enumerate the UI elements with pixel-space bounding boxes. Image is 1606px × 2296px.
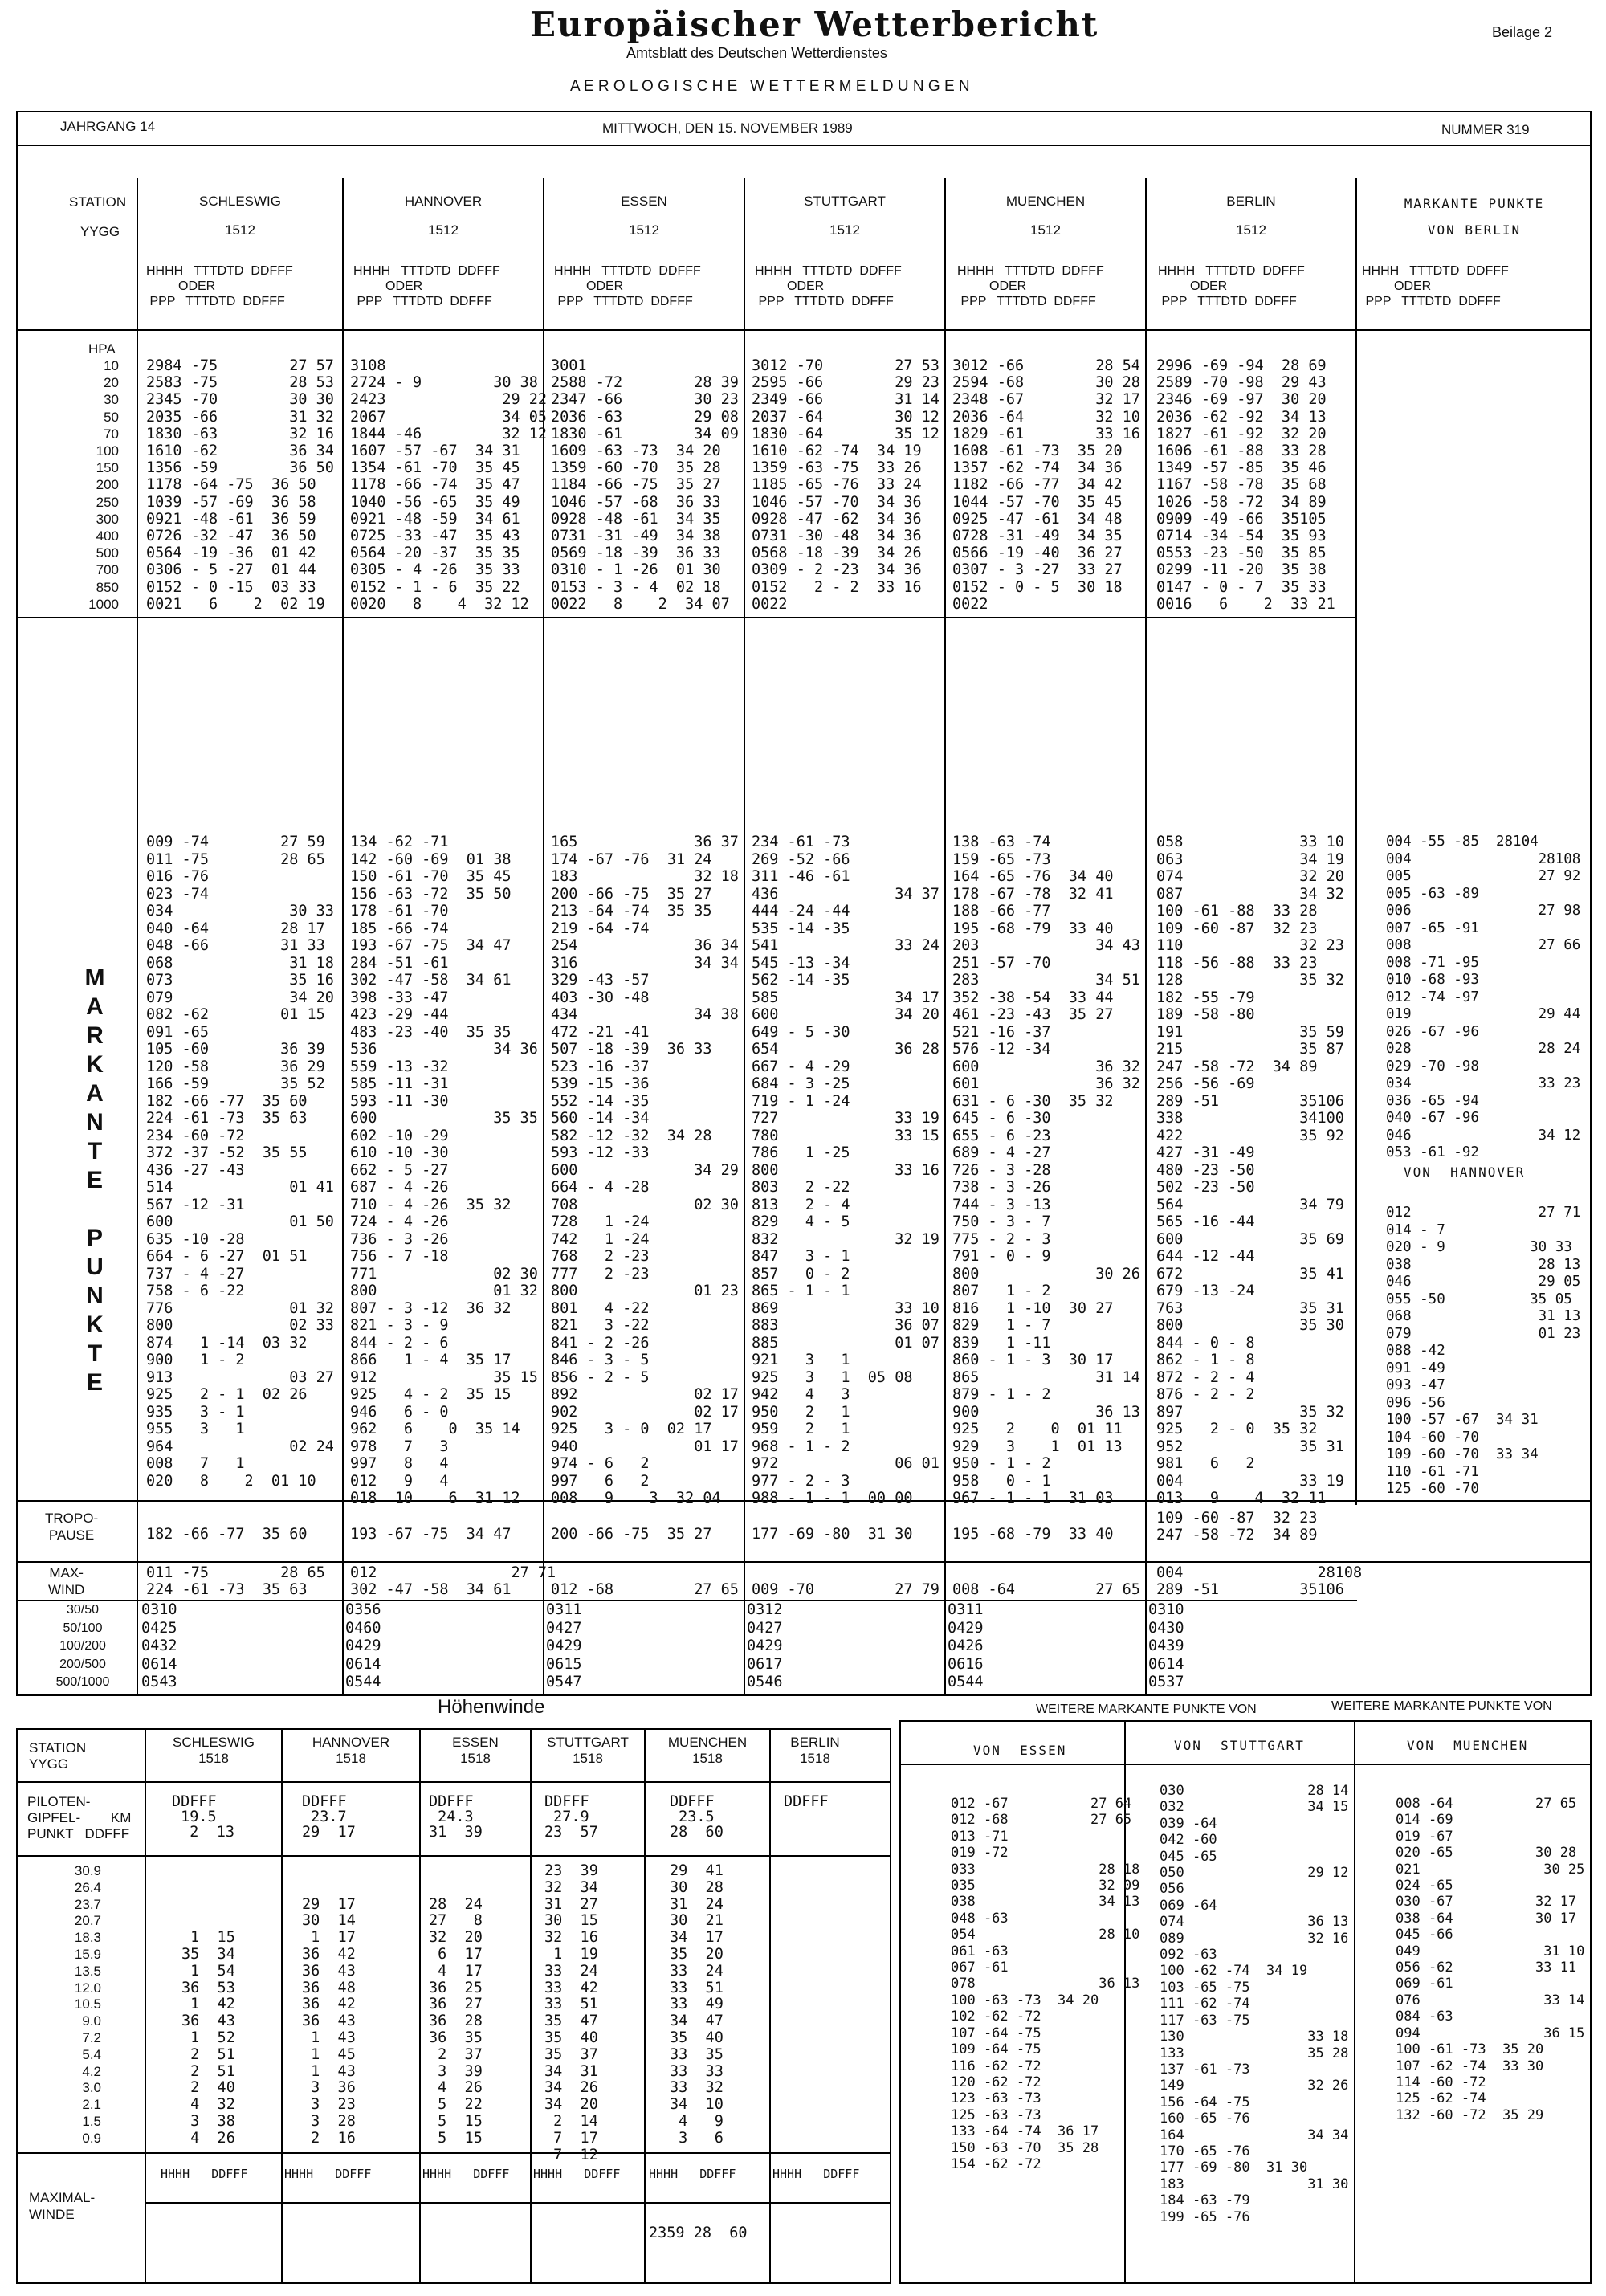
colhead-berlin: HHHH TTTDTD DDFFF ODER PPP TTTDTD DDFFF xyxy=(1158,264,1305,308)
hw-yygg-label: YYGG xyxy=(29,1756,69,1772)
maxwind-schleswig: 011 -75 28 65 224 -61 -73 35 63 xyxy=(146,1564,325,1599)
markante-letter: N xyxy=(86,1283,104,1309)
station-header-berlin: BERLIN 1512 xyxy=(1226,194,1276,238)
thick-schleswig: 0310 0425 0432 0614 0543 xyxy=(141,1601,177,1690)
essen-markante-list: 012 -67 27 64 012 -68 27 65 013 -71 019 -72 033 28 18 035 32 09 038 34 13 048 -63 054 28 10 061 -63 067 -61 078 36 13 100 -63 -73 34 20 102 -62 -72 107 -64 -75 109 -64 -75 116 -62 -72 120 -62 -72 123 -63 -73 125 -63 -73 133 -64 -74 36 17 150 -63 -70 35 28 154 -62 -72 xyxy=(951,1796,1140,2172)
yygg-label: YYGG xyxy=(80,224,120,239)
pilot-stuttgart: DDFFF 27.9 23 57 xyxy=(544,1793,598,1841)
hw-station-stuttgart: STUTTGART 1518 xyxy=(547,1735,629,1766)
wind-schleswig: 1 15 35 34 1 54 36 53 1 42 36 43 1 52 2 51 2 51 2 40 4 32 3 38 4 26 xyxy=(181,1929,235,2147)
pilot-essen: DDFFF 24.3 31 39 xyxy=(429,1793,483,1841)
station-header-schleswig: SCHLESWIG 1512 xyxy=(198,194,282,238)
tropo-schleswig: 182 -66 -77 35 60 xyxy=(146,1526,308,1543)
beilage-label: Beilage 2 xyxy=(1492,24,1553,40)
std-data-muenchen: 3012 -66 28 54 2594 -68 30 28 2348 -67 32 17 2036 -64 32 10 1829 -61 33 16 1608 -61 -73 35 20 1357 -62 -74 34 36 1182 -66 -77 34 42 1044 -57 -70 35 45 0925 -47 -61 34 48 0728 -31 -49 34 35 0566 -19 -40 36 27 0307 - 3 -27 33 27 0152 - 0 - 5 30 18 0022 xyxy=(952,357,1140,613)
colhead-stuttgart: HHHH TTTDTD DDFFF ODER PPP TTTDTD DDFFF xyxy=(755,264,902,308)
station-label: STATION xyxy=(69,194,127,210)
weitere-label-1: WEITERE MARKANTE PUNKTE VON xyxy=(1036,1703,1257,1716)
markante-letter: E xyxy=(86,1167,103,1193)
tropo-hannover: 193 -67 -75 34 47 xyxy=(350,1526,512,1543)
thickness-labels: 30/50 50/100 100/200 200/500 500/1000 xyxy=(55,1603,110,1689)
markante-letter: E xyxy=(86,1369,103,1396)
tropo-stuttgart: 177 -69 -80 31 30 xyxy=(752,1526,913,1543)
maxwind-hannover: 012 27 71 302 -47 -58 34 61 xyxy=(350,1564,556,1599)
std-data-berlin: 2996 -69 -94 28 69 2589 -70 -98 29 43 2346 -69 -97 30 20 2036 -62 -92 34 13 1827 -61 -92 32 20 1606 -61 -88 33 28 1349 -57 -85 35 46 1167 -58 -78 35 68 1026 -58 -72 34 89 0909 -49 -66 35105 0714 -34 -54 35 93 0553 -23 -50 35 85 0299 -11 -20 35 38 0147 - 0 - 7 35 33 0016 6 2 33 21 xyxy=(1156,357,1335,613)
markante-letter: K xyxy=(86,1311,104,1338)
maxwind-berlin: 004 28108 289 -51 35106 xyxy=(1156,1564,1363,1599)
sig-data-stuttgart: 234 -61 -73 269 -52 -66 311 -46 -61 436 34 37 444 -24 -44 535 -14 -35 541 33 24 545 -13 -34 562 -14 -35 585 34 17 600 34 20 649 - 5 -30 654 36 28 667 - 4 -29 684 - 3 -25 719 - 1 -24 727 33 19 780 33 15 786 1 -25 800 33 16 803 2 -22 813 2 - 4 829 4 - 5 832 32 19 847 3 - 1 857 0 - 2 865 - 1 - 1 869 33 10 883 36 07 885 01 07 921 3 1 925 3 1 05 08 942 4 3 950 2 1 959 2 1 968 - 1 - 2 972 06 01 977 - 2 - 3 988 - 1 - 1 00 00 xyxy=(752,834,940,1507)
maxwind-essen: 012 -68 27 65 xyxy=(551,1581,739,1599)
tropo-essen: 200 -66 -75 35 27 xyxy=(551,1526,712,1543)
muenchen-markante-list: 008 -64 27 65 014 -69 019 -67 020 -65 30 28 021 30 25 024 -65 030 -67 32 17 038 -64 30 17 045 -66 049 31 10 056 -62 33 11 069 -61 076 33 14 084 -63 094 36 15 100 -61 -73 35 20 107 -62 -74 33 30 114 -60 -72 125 -62 -74 132 -60 -72 35 29 xyxy=(1396,1796,1585,2123)
thick-stuttgart: 0312 0427 0429 0617 0546 xyxy=(747,1601,783,1690)
hpa-levels: 10 20 30 50 70 100 150 200 250 300 400 500 700 850 1000 xyxy=(88,358,119,612)
sig-data-muenchen: 138 -63 -74 159 -65 -73 164 -65 -76 34 40 178 -67 -78 32 41 188 -66 -77 195 -68 -79 33 40 203 34 43 251 -57 -70 283 34 51 352 -38 -54 33 44 461 -23 -43 35 27 521 -16 -37 576 -12 -34 600 36 32 601 36 32 631 - 6 -30 35 32 645 - 6 -30 655 - 6 -23 689 - 4 -27 726 - 3 -28 738 - 3 -26 744 - 3 -13 750 - 3 - 7 775 - 2 - 3 791 - 0 - 9 800 30 26 807 1 - 2 816 1 -10 30 27 829 1 - 7 839 1 -11 860 - 1 - 3 30 17 865 31 14 879 - 1 - 2 900 36 13 925 2 0 01 11 929 3 1 01 13 950 - 1 - 2 958 0 - 1 967 - 1 - 1 31 03 xyxy=(952,834,1140,1507)
colhead-schleswig: HHHH TTTDTD DDFFF ODER PPP TTTDTD DDFFF xyxy=(146,264,293,308)
pilot-berlin: DDFFF xyxy=(784,1793,829,1810)
hw-station-berlin: BERLIN 1518 xyxy=(790,1735,840,1766)
sig-data-schleswig: 009 -74 27 59 011 -75 28 65 016 -76 023 -74 034 30 33 040 -64 28 17 048 -66 31 33 068 31 18 073 35 16 079 34 20 082 -62 01 15 091 -65 105 -60 36 39 120 -58 36 29 166 -59 35 52 182 -66 -77 35 60 224 -61 -73 35 63 234 -60 -72 372 -37 -52 35 55 436 -27 -43 514 01 41 567 -12 -31 600 01 50 635 -10 -28 664 - 6 -27 01 51 737 - 4 -27 758 - 6 -22 776 01 32 800 02 33 874 1 -14 03 32 900 1 - 2 913 03 27 925 2 - 1 02 26 935 3 - 1 955 3 1 964 02 24 008 7 1 020 8 2 01 10 xyxy=(146,834,334,1490)
wind-hannover: 29 17 30 14 1 17 36 42 36 43 36 48 36 42 36 43 1 43 1 45 1 43 3 36 3 23 3 28 2 16 xyxy=(302,1895,356,2147)
maxwind-head-hannover: HHHH DDFFF xyxy=(284,2167,372,2181)
km-levels: 30.9 26.4 23.7 20.7 18.3 15.9 13.5 12.0 10.5 9.0 7.2 5.4 4.2 3.0 2.1 1.5 0.9 xyxy=(74,1863,101,2146)
nummer: NUMMER 319 xyxy=(1441,122,1530,137)
pilot-schleswig: DDFFF 19.5 2 13 xyxy=(172,1793,234,1841)
von-muenchen-label: VON MUENCHEN xyxy=(1407,1738,1529,1753)
colhead-essen: HHHH TTTDTD DDFFF ODER PPP TTTDTD DDFFF xyxy=(554,264,701,308)
tropo-label: TROPO- PAUSE xyxy=(45,1511,99,1543)
maxwind-head-stuttgart: HHHH DDFFF xyxy=(533,2167,621,2181)
maxwind-label: MAX- WIND xyxy=(48,1565,85,1597)
markante-letter: A xyxy=(86,993,104,1020)
maxwind-muenchen: 008 -64 27 65 xyxy=(952,1581,1140,1599)
thick-hannover: 0356 0460 0429 0614 0544 xyxy=(345,1601,381,1690)
wind-muenchen: 29 41 30 28 31 24 30 21 34 17 35 20 33 24 33 51 33 49 34 47 35 40 33 35 33 33 33 32 34 10 4 9 3 6 xyxy=(670,1862,724,2147)
markante-letter: K xyxy=(86,1051,104,1078)
thick-berlin: 0310 0430 0439 0614 0537 xyxy=(1148,1601,1184,1690)
hw-station-label: STATION xyxy=(29,1740,87,1756)
wind-stuttgart: 23 39 32 34 31 27 30 15 32 16 1 19 33 24 33 42 33 51 35 47 35 40 35 37 34 31 34 26 34 20 2 14 7 17 7 12 xyxy=(544,1862,598,2163)
station-header-essen: ESSEN 1512 xyxy=(621,194,667,238)
maximal-winde-label: MAXIMAL- WINDE xyxy=(29,2190,96,2222)
station-header-stuttgart: STUTTGART 1512 xyxy=(804,194,886,238)
colhead-hannover: HHHH TTTDTD DDFFF ODER PPP TTTDTD DDFFF xyxy=(353,264,500,308)
std-data-schleswig: 2984 -75 27 57 2583 -75 28 53 2345 -70 30 30 2035 -66 31 32 1830 -63 32 16 1610 -62 36 34 1356 -59 36 50 1178 -64 -75 36 50 1039 -57 -69 36 58 0921 -48 -61 36 59 0726 -32 -47 36 50 0564 -19 -36 01 42 0306 - 5 -27 01 44 0152 - 0 -15 03 33 0021 6 2 02 19 xyxy=(146,357,334,613)
hw-station-schleswig: SCHLESWIG 1518 xyxy=(172,1735,255,1766)
pilot-label: PILOTEN- GIPFEL- KM PUNKT DDFFF xyxy=(27,1794,132,1841)
hw-station-essen: ESSEN 1518 xyxy=(452,1735,499,1766)
markante-letter: R xyxy=(86,1022,104,1049)
stuttgart-markante-list: 030 28 14 032 34 15 039 -64 042 -60 045 -65 050 29 12 056 069 -64 074 36 13 089 32 16 092 -63 100 -62 -74 34 19 103 -65 -75 111 -62 -74 117 -63 -75 130 33 18 133 35 28 137 -61 -73 149 32 26 156 -64 -75 160 -65 -76 164 34 34 170 -65 -76 177 -69 -80 31 30 183 31 30 184 -63 -79 199 -65 -76 xyxy=(1160,1783,1349,2225)
hannover-markante-list: 012 27 71 014 - 7 020 - 9 30 33 038 28 13 046 29 05 055 -50 35 05 068 31 13 079 01 23 088 -42 091 -49 093 -47 096 -56 100 -57 -67 34 31 104 -60 -70 109 -60 -70 33 34 110 -61 -71 125 -60 -70 xyxy=(1386,1205,1581,1497)
page-subtitle: Amtsblatt des Deutschen Wetterdienstes xyxy=(626,45,887,61)
pilot-hannover: DDFFF 23.7 29 17 xyxy=(302,1793,356,1841)
markante-letter xyxy=(79,1195,111,1224)
sig-data-hannover: 134 -62 -71 142 -60 -69 01 38 150 -61 -70 35 45 156 -63 -72 35 50 178 -61 -70 185 -66 -74 193 -67 -75 34 47 284 -51 -61 302 -47 -58 34 61 398 -33 -47 423 -29 -44 483 -23 -40 35 35 536 34 36 559 -13 -32 585 -11 -31 593 -11 -30 600 35 35 602 -10 -29 610 -10 -30 662 - 5 -27 687 - 4 -26 710 - 4 -26 35 32 724 - 4 -26 736 - 3 -26 756 - 7 -18 771 02 30 800 01 32 807 - 3 -12 36 32 821 - 3 - 9 844 - 2 - 6 866 1 - 4 35 17 912 35 15 925 4 - 2 35 15 946 6 - 0 962 6 0 35 14 978 7 3 997 8 4 012 9 4 018 10 6 31 12 xyxy=(350,834,538,1507)
markante-letter: N xyxy=(86,1109,104,1136)
page-title: Europäischer Wetterbericht xyxy=(530,5,1099,44)
von-essen-label: VON ESSEN xyxy=(973,1743,1067,1758)
pilot-muenchen: DDFFF 23.5 28 60 xyxy=(670,1793,724,1841)
std-data-essen: 3001 2588 -72 28 39 2347 -66 30 23 2036 -63 29 08 1830 -61 34 09 1609 -63 -73 34 20 1359 -60 -70 35 28 1184 -66 -75 35 27 1046 -57 -68 36 33 0928 -48 -61 34 35 0731 -31 -49 34 38 0569 -18 -39 36 33 0310 - 1 -26 01 30 0153 - 3 - 4 02 18 0022 8 2 34 07 xyxy=(551,357,739,613)
hoehenwinde-title: Höhenwinde xyxy=(438,1696,545,1718)
station-header-muenchen: MUENCHEN 1512 xyxy=(1005,194,1086,238)
weitere-label-2: WEITERE MARKANTE PUNKTE VON xyxy=(1331,1699,1552,1713)
sig-data-berlin: 058 33 10 063 34 19 074 32 20 087 34 32 100 -61 -88 33 28 109 -60 -87 32 23 110 32 23 118 -56 -88 33 23 128 35 32 182 -55 -79 189 -58 -80 191 35 59 215 35 87 247 -58 -72 34 89 256 -56 -69 289 -51 35106 338 34100 422 35 92 427 -31 -49 480 -23 -50 502 -23 -50 564 34 79 565 -16 -44 600 35 69 644 -12 -44 672 35 41 679 -13 -24 763 35 31 800 35 30 844 - 0 - 8 862 - 1 - 8 872 - 2 - 4 876 - 2 - 2 897 35 32 925 2 - 0 35 32 952 35 31 981 6 2 004 33 19 013 9 4 32 11 xyxy=(1156,834,1344,1507)
section-title: A E R O L O G I S C H E W E T T E R M E L D U N G E N xyxy=(570,78,970,95)
markante-letter: T xyxy=(87,1138,103,1164)
berlin-markante-list: 004 -55 -85 28104 004 28108 005 27 92 005 -63 -89 006 27 98 007 -65 -91 008 27 66 008 -71 -95 010 -68 -93 012 -74 -97 019 29 44 026 -67 -96 028 28 24 029 -70 -98 034 33 23 036 -65 -94 040 -67 -96 046 34 12 053 -61 -92 xyxy=(1386,834,1581,1160)
maxwind-stuttgart: 009 -70 27 79 xyxy=(752,1581,940,1599)
markante-letter: M xyxy=(84,964,105,991)
hw-station-muenchen: MUENCHEN 1518 xyxy=(667,1735,748,1766)
maxwind-head-essen: HHHH DDFFF xyxy=(422,2167,510,2181)
von-hannover-label: VON HANNOVER xyxy=(1404,1164,1526,1180)
wind-essen: 28 24 27 8 32 20 6 17 4 17 36 25 36 27 36 28 36 35 2 37 3 39 4 26 5 22 5 15 5 15 xyxy=(429,1895,483,2147)
markante-letter: U xyxy=(86,1254,104,1280)
tropo-berlin: 109 -60 -87 32 23 247 -58 -72 34 89 xyxy=(1156,1510,1318,1544)
maxwind-head-berlin: HHHH DDFFF xyxy=(772,2167,860,2181)
markante-letter: P xyxy=(86,1225,103,1251)
maxwind-head-schleswig: HHHH DDFFF xyxy=(161,2167,248,2181)
markante-letter: A xyxy=(86,1080,104,1107)
thick-essen: 0311 0427 0429 0615 0547 xyxy=(546,1601,582,1690)
jahrgang: JAHRGANG 14 xyxy=(60,119,156,134)
colhead-markante: HHHH TTTDTD DDFFF ODER PPP TTTDTD DDFFF xyxy=(1362,264,1509,308)
maxwind-muenchen-value: 2359 28 60 xyxy=(649,2225,748,2241)
colhead-muenchen: HHHH TTTDTD DDFFF ODER PPP TTTDTD DDFFF xyxy=(957,264,1104,308)
std-data-hannover: 3108 2724 - 9 30 38 2423 29 22 2067 34 05 1844 -46 32 12 1607 -57 -67 34 31 1354 -61 -70 35 45 1178 -66 -74 35 47 1040 -56 -65 35 49 0921 -48 -59 34 61 0725 -33 -47 35 43 0564 -20 -37 35 35 0305 - 4 -26 35 33 0152 - 1 - 6 35 22 0020 8 4 32 12 xyxy=(350,357,548,613)
von-stuttgart-label: VON STUTTGART xyxy=(1174,1738,1305,1753)
sig-data-essen: 165 36 37 174 -67 -76 31 24 183 32 18 200 -66 -75 35 27 213 -64 -74 35 35 219 -64 -74 254 36 34 316 34 34 329 -43 -57 403 -30 -48 434 34 38 472 -21 -41 507 -18 -39 36 33 523 -16 -37 539 -15 -36 552 -14 -35 560 -14 -34 582 -12 -32 34 28 593 -12 -33 600 34 29 664 - 4 -28 708 02 30 728 1 -24 742 1 -24 768 2 -23 777 2 -23 800 01 23 801 4 -22 821 3 -22 841 - 2 -26 846 - 3 - 5 856 - 2 - 5 892 02 17 902 02 17 925 3 - 0 02 17 940 01 17 974 - 6 2 997 6 2 008 9 3 32 04 xyxy=(551,834,739,1507)
thick-muenchen: 0311 0429 0426 0616 0544 xyxy=(948,1601,984,1690)
tropo-muenchen: 195 -68 -79 33 40 xyxy=(952,1526,1114,1543)
markante-letter: T xyxy=(87,1340,103,1367)
issue-date: MITTWOCH, DEN 15. NOVEMBER 1989 xyxy=(602,120,853,136)
hpa-label: HPA xyxy=(88,341,116,357)
station-header-hannover: HANNOVER 1512 xyxy=(404,194,483,238)
markante-punkte-header: MARKANTE PUNKTE VON BERLIN xyxy=(1404,196,1545,238)
hw-station-hannover: HANNOVER 1518 xyxy=(312,1735,390,1766)
maxwind-head-muenchen: HHHH DDFFF xyxy=(649,2167,736,2181)
std-data-stuttgart: 3012 -70 27 53 2595 -66 29 23 2349 -66 31 14 2037 -64 30 12 1830 -64 35 12 1610 -62 -74 34 19 1359 -63 -75 33 26 1185 -65 -76 33 24 1046 -57 -70 34 36 0928 -47 -62 34 36 0731 -30 -48 34 36 0568 -18 -39 34 26 0309 - 2 -23 34 36 0152 2 - 2 33 16 0022 xyxy=(752,357,940,613)
